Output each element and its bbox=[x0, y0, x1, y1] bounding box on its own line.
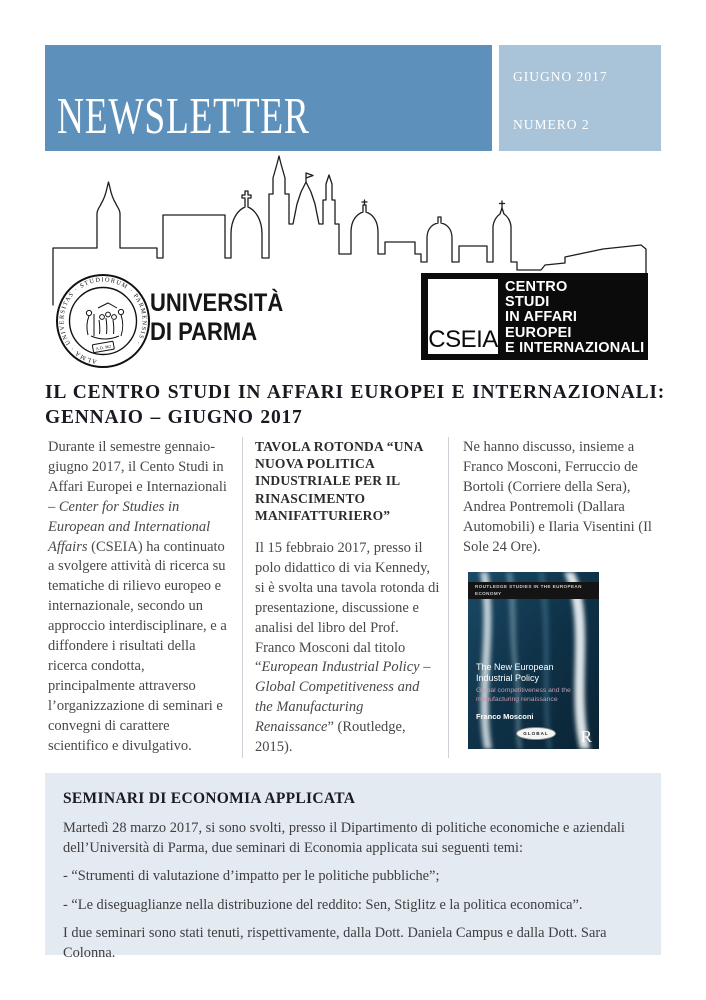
intro-paragraph: Durante il semestre gennaio-giugno 2017, il Cento Studi in Affari Europei e Internazionali – Center for Studies in European and International Affairs (CSEIA) ha continuato a svolgere attività di ricerca su tematiche di rilievo europeo e internazionale, secondo un approccio interdisciplinare, e a diffondere i risultati della ricerca condotta, principalmente attraverso l’organizzazione di seminari e convegni di carattere scientifico e divulgativo. bbox=[48, 439, 227, 754]
cseia-line: STUDI bbox=[505, 294, 550, 311]
unipr-wordmark-line1: UNIVERSITÀ bbox=[150, 289, 284, 317]
svg-text:A.D. 962: A.D. 962 bbox=[95, 343, 112, 352]
roundtable-heading: TAVOLA ROTONDA “UNA NUOVA POLITICA INDUSTRIALE PER IL RINASCIMENTO MANIFATTURIERO” bbox=[255, 439, 423, 523]
seminars-paragraph-2: I due seminari sono stati tenuti, rispettivamente, dalla Dott. Daniela Campus e dalla Dott. Sara Colonna. bbox=[63, 925, 607, 961]
roundtable-paragraph: Il 15 febbraio 2017, presso il polo didattico di via Kennedy, si è svolta una tavola rotonda di presentazione, discussione e analisi del libro del Prof. Franco Mosconi dal titolo “European Industrial Policy – Global Competitiveness and the Manufacturing Renaissance” (Routledge, 2015). bbox=[255, 540, 440, 756]
issue-box bbox=[499, 45, 661, 151]
seminars-item-1: - “Strumenti di valutazione d’impatto per le politiche pubbliche”; bbox=[63, 868, 440, 885]
discussants-paragraph: Ne hanno discusso, insieme a Franco Mosconi, Ferruccio de Bortoli (Corriere della Sera), Andrea Pontremoli (Dallara Automobili) e Ilaria Visentini (Il Sole 24 Ore). bbox=[463, 439, 652, 555]
cseia-line: IN AFFARI bbox=[505, 309, 578, 326]
cseia-acronym: CSEIA bbox=[428, 326, 498, 353]
cseia-line: E INTERNAZIONALI bbox=[505, 339, 645, 356]
cseia-line: EUROPEI bbox=[505, 324, 572, 341]
cseia-line: CENTRO bbox=[505, 279, 568, 295]
article-columns bbox=[45, 437, 661, 758]
book-global-badge: GLOBAL bbox=[516, 727, 556, 740]
cseia-acronym-box bbox=[428, 279, 498, 354]
book-subtitle: Global competitiveness and the manufacturing renaissance bbox=[476, 687, 571, 704]
seal-ring-text: ALMA · UNIVERSITAS · STUDIORUM · PARMENSIS · bbox=[58, 276, 148, 366]
column-discussants bbox=[449, 437, 661, 758]
seminars-heading: SEMINARI DI ECONOMIA APPLICATA bbox=[63, 790, 356, 807]
newsletter-title: NEWSLETTER bbox=[57, 88, 310, 145]
book-author: Franco Mosconi bbox=[476, 712, 534, 722]
routledge-logo: R bbox=[580, 727, 592, 747]
column-roundtable bbox=[243, 437, 449, 758]
seminars-paragraph-1: Martedì 28 marzo 2017, si sono svolti, presso il Dipartimento di politiche economiche e aziendali dell’Università di Parma, due seminari di Economia applicata sui seguenti temi: bbox=[63, 820, 625, 856]
seminars-item-2: - “Le diseguaglianze nella distribuzione del reddito: Sen, Stiglitz e la politica economica”. bbox=[63, 896, 583, 913]
book-cover-image bbox=[468, 572, 599, 749]
unipr-seal bbox=[53, 268, 153, 374]
book-series-text: ROUTLEDGE STUDIES IN THE EUROPEAN ECONOMY bbox=[475, 584, 582, 596]
issue-date: GIUGNO 2017 bbox=[513, 69, 608, 84]
cseia-name-lines bbox=[505, 280, 644, 356]
unipr-wordmark bbox=[150, 289, 283, 347]
cseia-logo bbox=[421, 273, 648, 360]
column-intro bbox=[45, 437, 243, 758]
header-band bbox=[45, 45, 492, 151]
unipr-wordmark-line2: DI PARMA bbox=[150, 318, 258, 346]
page-title: IL CENTRO STUDI IN AFFARI EUROPEI E INTERNAZIONALI: GENNAIO – GIUGNO 2017 bbox=[45, 382, 666, 428]
seminars-box bbox=[45, 773, 661, 961]
book-title: The New European Industrial Policy bbox=[476, 662, 554, 684]
issue-number: NUMERO 2 bbox=[513, 117, 590, 132]
